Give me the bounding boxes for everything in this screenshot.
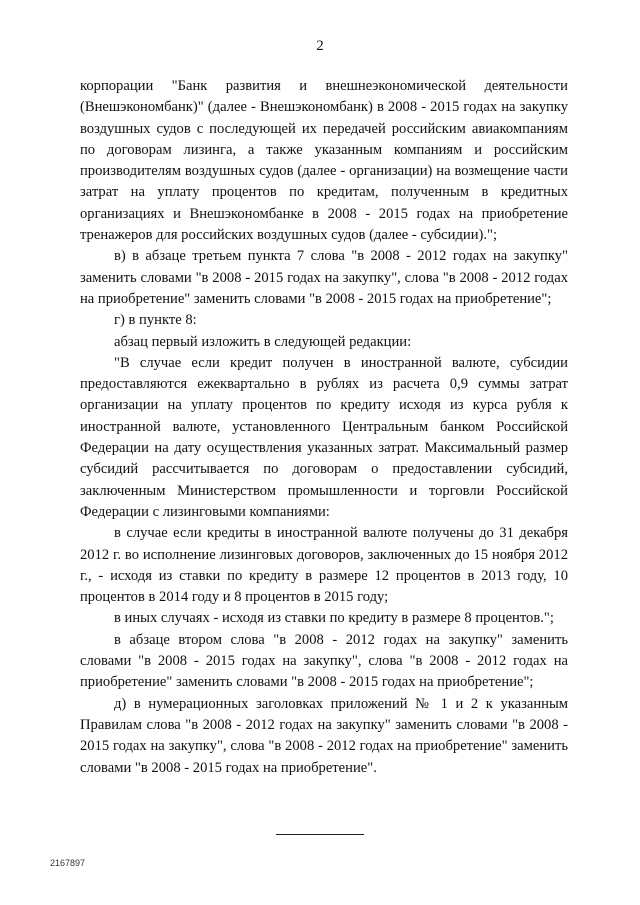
- paragraph-4: абзац первый изложить в следующей редакции:: [114, 333, 412, 350]
- paragraph-2: в) в абзаце третьем пункта 7 слова "в 2008 - 2012 годах на закупку" заменить словами "в 2008 - 2015 годах на закупку", слова "в 2008 - 2012 годах на приобретение" заменить словами "в 2008 - 2015 годах на приобретение";: [80, 248, 568, 307]
- document-body: [80, 76, 568, 779]
- document-code: 2167897: [50, 858, 86, 868]
- paragraph-1: корпорации "Банк развития и внешнеэкономической деятельности (Внешэкономбанк)" (далее - Внешэкономбанк) в 2008 - 2015 годах на закупку воздушных судов с последующей их передачей российским авиакомпаниям по договорам лизинга, а также указанным компаниям и российским производителям воздушных судов (далее - организации) на возмещение части затрат на уплату процентов по кредитам, полученным в кредитных организациях и Внешэкономбанке в 2008 - 2015 годах на приобретение тренажеров для российских воздушных судов (далее - субсидии).";: [80, 78, 568, 244]
- paragraph-3: г) в пункте 8:: [114, 312, 197, 329]
- page-number: 2: [316, 38, 324, 54]
- paragraph-5: "В случае если кредит получен в иностранной валюте, субсидии предоставляются ежеквартально в рублях из расчета 0,9 суммы затрат организации на уплату процентов по кредиту исходя из курса рубля к иностранной валюте, установленного Центральным банком Российской Федерации на дату осуществления указанных затрат. Максимальный размер субсидий рассчитывается по договорам о предоставлении субсидий, заключенным Министерством промышленности и торговли Российской Федерации с лизинговыми компаниями:: [80, 354, 568, 520]
- paragraph-7: в иных случаях - исходя из ставки по кредиту в размере 8 процентов.";: [114, 610, 554, 627]
- paragraph-9: д) в нумерационных заголовках приложений № 1 и 2 к указанным Правилам слова "в 2008 - 2012 годах на закупку" заменить словами "в 2008 - 2015 годах на закупку", слова "в 2008 - 2012 годах на приобретение" заменить словами "в 2008 - 2015 годах на приобретение".: [80, 695, 568, 776]
- paragraph-8: в абзаце втором слова "в 2008 - 2012 годах на закупку" заменить словами "в 2008 - 2015 годах на закупку", слова "в 2008 - 2012 годах на приобретение" заменить словами "в 2008 - 2015 годах на приобретение";: [80, 631, 568, 691]
- closing-separator-line: [276, 834, 364, 835]
- paragraph-6: в случае если кредиты в иностранной валюте получены до 31 декабря 2012 г. во исполнение лизинговых договоров, заключенных до 15 ноября 2012 г., - исходя из ставки по кредиту в размере 12 процентов в 2013 году, 10 процентов в 2014 году и 8 процентов в 2015 году;: [80, 525, 568, 606]
